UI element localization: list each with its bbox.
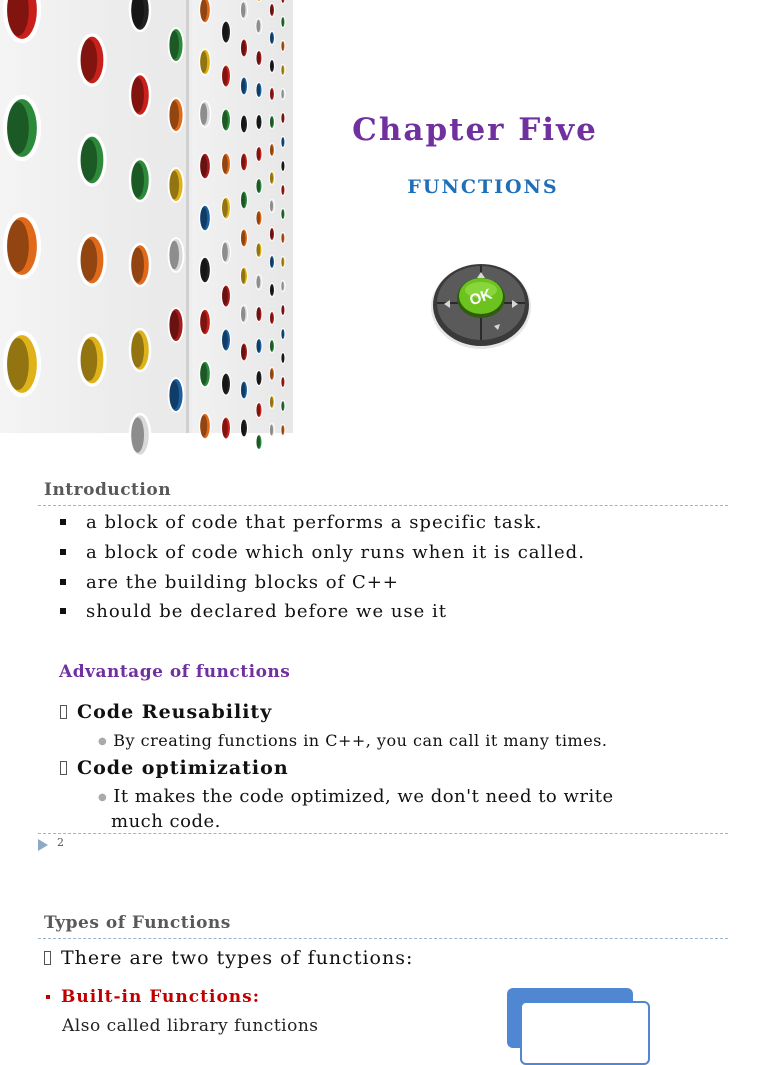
wall-hole-shadow xyxy=(256,340,260,353)
wall-hole-shadow xyxy=(281,113,284,122)
wall-hole-shadow xyxy=(256,212,260,225)
wall-hole-shadow xyxy=(270,5,273,16)
wall-hole-shadow xyxy=(7,102,29,154)
wall-hole-shadow xyxy=(270,257,273,268)
wall-hole-shadow xyxy=(270,285,273,296)
wall-hole-shadow xyxy=(131,162,144,197)
wall-hole-shadow xyxy=(270,341,273,352)
ok-button-icon xyxy=(430,260,532,350)
wall-hole-shadow xyxy=(270,229,273,240)
builtin-functions-label: Built-in Functions: xyxy=(46,987,260,1007)
wall-hole-shadow xyxy=(281,281,284,290)
wall-hole-shadow xyxy=(281,233,284,242)
page-number: 2 xyxy=(57,836,64,849)
bullet-dot-icon: ● xyxy=(98,736,107,747)
types-slide xyxy=(0,866,768,1024)
wall-hole-shadow xyxy=(281,185,284,194)
wall-hole-shadow xyxy=(200,0,207,21)
wall-hole-shadow xyxy=(281,65,284,74)
wall-hole-shadow xyxy=(281,401,284,410)
wall-hole-shadow xyxy=(241,344,245,359)
bullet-glyph-icon xyxy=(60,761,67,775)
wall-hole-shadow xyxy=(222,111,228,129)
chapter-title: Chapter Five xyxy=(300,112,650,148)
wall-hole-shadow xyxy=(270,61,273,72)
types-intro: There are two types of functions: xyxy=(44,947,413,969)
wall-hole-shadow xyxy=(169,311,179,340)
wall-hole-shadow xyxy=(200,363,207,385)
wall-hole-shadow xyxy=(256,244,260,257)
wall-hole-shadow xyxy=(281,161,284,170)
bullet-item: should be declared before we use it xyxy=(60,601,447,622)
advantage-title: Code optimization xyxy=(60,757,289,779)
wall-hole-shadow xyxy=(81,39,98,81)
bullet-item: a block of code which only runs when it is called. xyxy=(60,542,585,563)
wall-hole-shadow xyxy=(256,180,260,193)
wall-hole-shadow xyxy=(169,101,179,130)
wall-hole-shadow xyxy=(256,308,260,321)
bullet-glyph-icon xyxy=(60,705,67,719)
wall-hole-shadow xyxy=(256,84,260,97)
wall-hole-shadow xyxy=(241,40,245,55)
wall-hole-shadow xyxy=(200,51,207,73)
wall-hole-shadow xyxy=(281,41,284,50)
wall-hole-shadow xyxy=(131,77,144,112)
heading-divider xyxy=(38,938,728,939)
title-slide xyxy=(0,0,768,433)
heading-divider xyxy=(38,505,728,506)
wall-hole-shadow xyxy=(281,17,284,26)
wall-hole-shadow xyxy=(200,103,207,125)
advantage-detail: ● It makes the code optimized, we don't need to write xyxy=(98,786,614,807)
wall-hole-shadow xyxy=(256,148,260,161)
wall-hole-shadow xyxy=(256,52,260,65)
wall-hole-shadow xyxy=(200,155,207,177)
slide-heading: Introduction xyxy=(44,480,171,500)
wall-hole-shadow xyxy=(270,173,273,184)
wall-hole-shadow xyxy=(281,89,284,98)
wall-hole-shadow xyxy=(169,171,179,200)
wall-hole-shadow xyxy=(270,89,273,100)
wall-hole-shadow xyxy=(222,155,228,173)
wall-hole-shadow xyxy=(222,331,228,349)
wall-hole-shadow xyxy=(281,257,284,266)
wall-hole-shadow xyxy=(241,192,245,207)
advantage-detail-continued: much code. xyxy=(111,811,221,832)
wall-hole-shadow xyxy=(241,2,245,17)
wall-hole-shadow xyxy=(256,404,260,417)
bullet-dot-icon: ● xyxy=(98,792,107,803)
slide-heading: Types of Functions xyxy=(44,913,231,933)
wall-hole-shadow xyxy=(270,145,273,156)
wall-hole-shadow xyxy=(270,201,273,212)
advantage-title: Code Reusability xyxy=(60,701,272,723)
bullet-glyph-icon xyxy=(44,951,51,965)
wall-hole-shadow xyxy=(281,209,284,218)
wall-hole-shadow xyxy=(256,116,260,129)
wall-hole-shadow xyxy=(222,375,228,393)
wall-hole-shadow xyxy=(256,20,260,33)
wall-hole xyxy=(256,0,262,2)
wall-hole-shadow xyxy=(241,306,245,321)
wall-hole-shadow xyxy=(200,259,207,281)
svg-text:OK: OK xyxy=(467,286,494,310)
wall-hole-shadow xyxy=(241,230,245,245)
wall-hole-shadow xyxy=(241,382,245,397)
wall-hole-shadow xyxy=(270,117,273,128)
advantage-detail: ● By creating functions in C++, you can call it many times. xyxy=(98,731,607,750)
wall-seam xyxy=(186,0,189,433)
wall-hole-shadow xyxy=(169,31,179,60)
wall-hole-shadow xyxy=(256,276,260,289)
dotted-wall-photo xyxy=(0,0,293,433)
introduction-slide xyxy=(0,433,768,866)
wall-hole-shadow xyxy=(200,311,207,333)
wall-hole-shadow xyxy=(281,329,284,338)
wall-hole-shadow xyxy=(241,268,245,283)
wall-hole-shadow xyxy=(281,353,284,362)
wall-hole-shadow xyxy=(281,377,284,386)
wall-hole-shadow xyxy=(281,305,284,314)
page-marker-icon xyxy=(38,839,48,851)
wall-hole-shadow xyxy=(222,243,228,261)
bullet-item: a block of code that performs a specific task. xyxy=(60,512,543,533)
bullet-item: are the building blocks of C++ xyxy=(60,572,399,593)
wall-hole-shadow xyxy=(241,154,245,169)
wall-hole-shadow xyxy=(169,241,179,270)
advantages-heading: Advantage of functions xyxy=(59,662,290,682)
wall-hole-shadow xyxy=(241,116,245,131)
wall-hole-shadow xyxy=(270,33,273,44)
builtin-functions-detail: Also called library functions xyxy=(62,1016,319,1036)
wall-hole-shadow xyxy=(222,67,228,85)
wall-hole-shadow xyxy=(131,247,144,282)
wall-hole-shadow xyxy=(222,23,228,41)
diagram-card-front xyxy=(520,1001,650,1065)
wall-hole-shadow xyxy=(222,287,228,305)
wall-hole-shadow xyxy=(222,199,228,217)
wall-hole-shadow xyxy=(270,313,273,324)
chapter-subtitle: FUNCTIONS xyxy=(330,176,636,198)
wall-hole-shadow xyxy=(270,369,273,380)
wall-hole-shadow xyxy=(281,137,284,146)
wall-hole-shadow xyxy=(7,220,29,272)
wall-hole-shadow xyxy=(81,139,98,181)
wall-hole-shadow xyxy=(270,397,273,408)
wall-hole-shadow xyxy=(200,207,207,229)
wall-hole-shadow xyxy=(169,381,179,410)
wall-dots-graphic xyxy=(0,0,293,433)
wall-hole-shadow xyxy=(131,332,144,367)
footer-divider xyxy=(38,833,728,834)
wall-hole-shadow xyxy=(7,338,29,390)
wall-hole-shadow xyxy=(81,239,98,281)
wall-hole-shadow xyxy=(81,339,98,381)
wall-hole-shadow xyxy=(241,78,245,93)
wall-hole-shadow xyxy=(256,372,260,385)
